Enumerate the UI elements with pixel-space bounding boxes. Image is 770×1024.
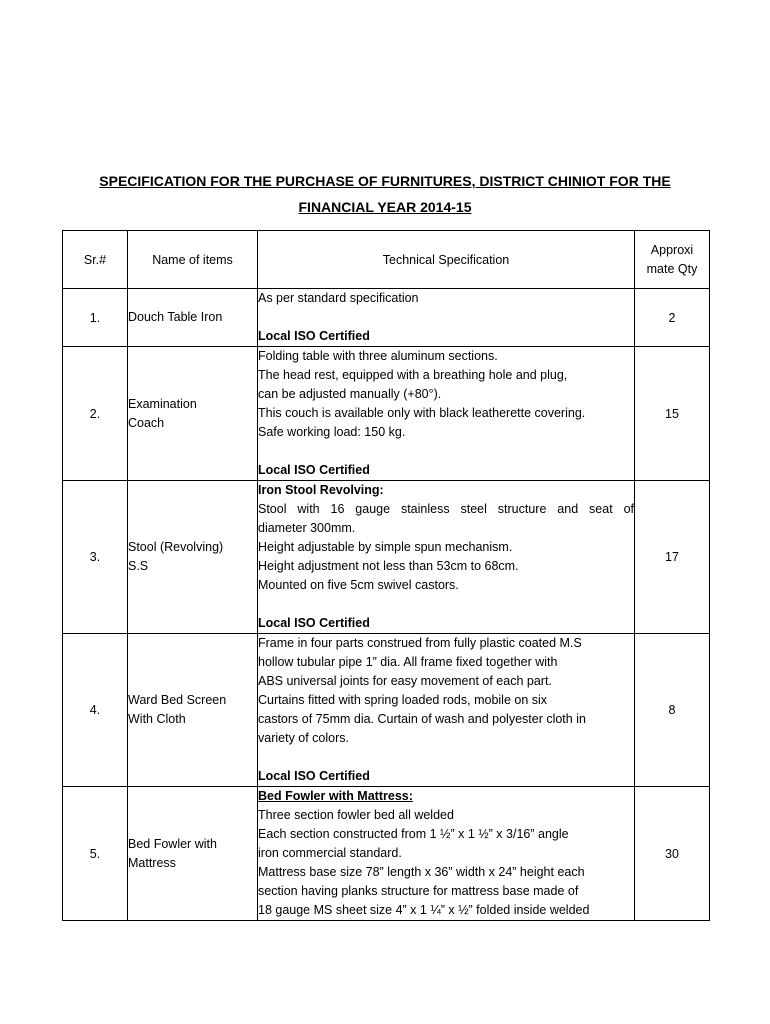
header-qty-line-2: mate Qty xyxy=(646,261,698,276)
spec-line: Height adjustable by simple spun mechanism. xyxy=(258,540,513,554)
title-line-2: FINANCIAL YEAR 2014-15 xyxy=(298,199,472,215)
item-name-line-2: S.S xyxy=(128,559,149,573)
row-serial: 4. xyxy=(63,634,128,787)
row-specification xyxy=(258,787,635,921)
row-specification xyxy=(258,347,635,481)
spec-line: variety of colors. xyxy=(258,731,350,745)
row-quantity: 2 xyxy=(635,289,710,347)
spec-line: castors of 75mm dia. Curtain of wash and polyester cloth in xyxy=(258,712,586,726)
spec-certified: Local ISO Certified xyxy=(258,463,370,477)
header-sr: Sr.# xyxy=(63,231,128,289)
header-approximate-qty xyxy=(635,231,710,289)
spec-certified: Local ISO Certified xyxy=(258,329,370,343)
row-quantity: 30 xyxy=(635,787,710,921)
spec-heading: Iron Stool Revolving: xyxy=(258,483,384,497)
spec-line: As per standard specification xyxy=(258,291,419,305)
row-quantity: 8 xyxy=(635,634,710,787)
table-header-row xyxy=(63,231,710,289)
table-row xyxy=(63,289,710,347)
item-name-line-2: Coach xyxy=(128,415,165,430)
item-name-line-1: Ward Bed Screen xyxy=(128,693,227,707)
spec-line: Safe working load: 150 kg. xyxy=(258,425,406,439)
title-line-1: SPECIFICATION FOR THE PURCHASE OF FURNITURES, DISTRICT CHINIOT FOR THE xyxy=(99,173,671,189)
row-specification xyxy=(258,634,635,787)
table-row xyxy=(63,634,710,787)
spec-line: iron commercial standard. xyxy=(258,846,402,860)
header-name-of-items: Name of items xyxy=(128,231,258,289)
item-name-line-2: Mattress xyxy=(128,855,176,870)
spec-line: 18 gauge MS sheet size 4” x 1 ¼” x ½” folded inside welded xyxy=(258,903,590,917)
spec-line: Mounted on five 5cm swivel castors. xyxy=(258,578,459,592)
row-quantity: 15 xyxy=(635,347,710,481)
row-specification xyxy=(258,289,635,347)
spec-line: Each section constructed from 1 ½” x 1 ½” x 3/16” angle xyxy=(258,827,569,841)
spec-line: This couch is available only with black leatherette covering. xyxy=(258,406,586,420)
row-item-name: Douch Table Iron xyxy=(128,289,258,347)
row-serial: 5. xyxy=(63,787,128,921)
spec-line: Height adjustment not less than 53cm to 68cm. xyxy=(258,559,519,573)
spec-line: Folding table with three aluminum sections. xyxy=(258,349,498,363)
spec-line: The head rest, equipped with a breathing hole and plug, xyxy=(258,368,568,382)
document-title xyxy=(62,168,708,220)
spec-line: section having planks structure for mattress base made of xyxy=(258,884,579,898)
item-name-line-1: Examination xyxy=(128,396,197,411)
row-item-name xyxy=(128,787,258,921)
header-technical-specification: Technical Specification xyxy=(258,231,635,289)
item-name-line-1: Bed Fowler with xyxy=(128,836,217,851)
spec-line: diameter 300mm. xyxy=(258,521,356,535)
spec-line: hollow tubular pipe 1” dia. All frame fixed together with xyxy=(258,655,558,669)
table-row xyxy=(63,787,710,921)
spec-certified: Local ISO Certified xyxy=(258,769,370,783)
item-name-line-1: Stool (Revolving) xyxy=(128,540,224,554)
row-serial: 1. xyxy=(63,289,128,347)
specification-table xyxy=(62,230,710,921)
spec-line: can be adjusted manually (+80°). xyxy=(258,387,442,401)
row-item-name xyxy=(128,347,258,481)
spec-line: Frame in four parts construed from fully plastic coated M.S xyxy=(258,636,582,650)
row-quantity: 17 xyxy=(635,481,710,634)
item-name-line-2: With Cloth xyxy=(128,712,186,726)
spec-line: Mattress base size 78” length x 36” width x 24” height each xyxy=(258,865,585,879)
table-row xyxy=(63,347,710,481)
spec-certified: Local ISO Certified xyxy=(258,616,370,630)
row-item-name xyxy=(128,634,258,787)
spec-line: Stool with 16 gauge stainless steel structure and seat of xyxy=(258,502,634,516)
spec-line: Curtains fitted with spring loaded rods, mobile on six xyxy=(258,693,548,707)
spec-line: Three section fowler bed all welded xyxy=(258,808,454,822)
table-row xyxy=(63,481,710,634)
row-serial: 3. xyxy=(63,481,128,634)
header-qty-line-1: Approxi xyxy=(650,242,694,257)
spec-heading: Bed Fowler with Mattress: xyxy=(258,789,413,803)
row-specification xyxy=(258,481,635,634)
row-serial: 2. xyxy=(63,347,128,481)
row-item-name xyxy=(128,481,258,634)
spec-line: ABS universal joints for easy movement of each part. xyxy=(258,674,552,688)
